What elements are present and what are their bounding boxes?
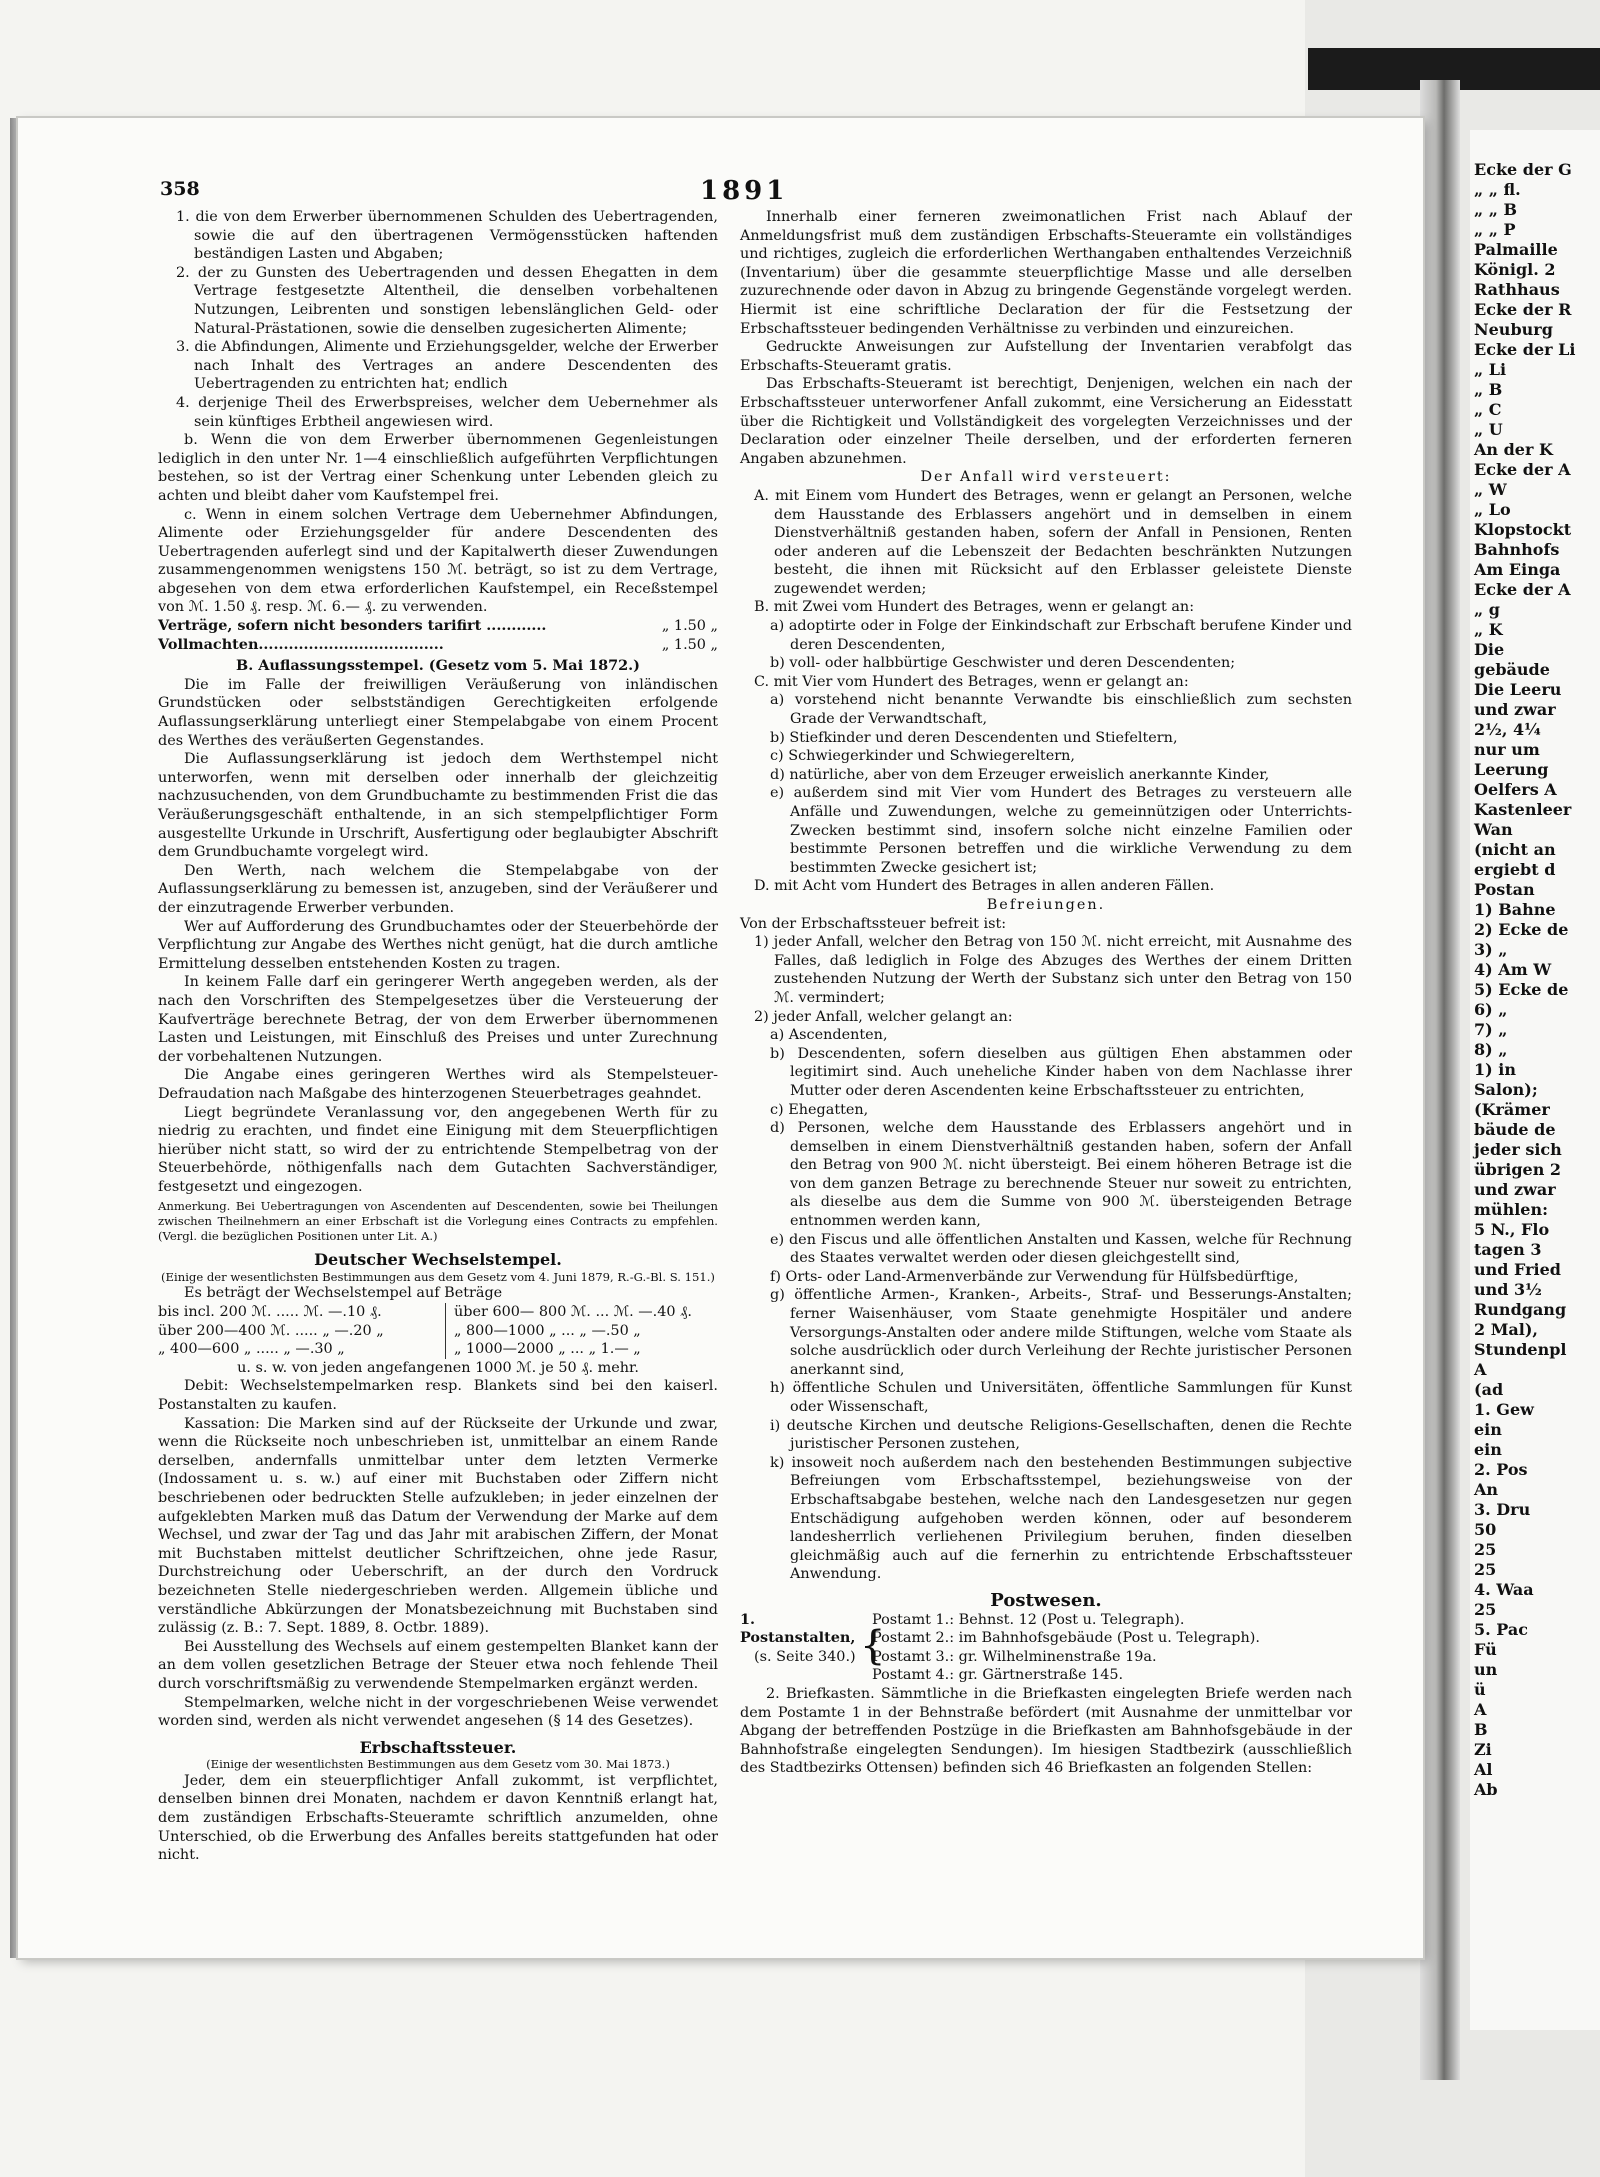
paragraph: Die Auflassungserklärung ist jedoch dem Werthstempel nicht unterworfen, wenn mit derselben oder innerhalb der gleichzeitig nachzusuchenden, von dem Grundbuchamte zu bestimmenden Frist die das Veräußerungsgeschäft enthaltende, in an sich stempelpflichtiger Form ausgestellte Urkunde in Urschrift, Ausfertigung oder beglaubigter Abschrift dem Grundbuchamte vorgelegt wird. xyxy=(158,751,718,861)
paragraph: Innerhalb einer ferneren zweimonatlichen Frist nach Ablauf der Anmeldungsfrist muß dem zuständigen Erbschafts-Steueramte ein vollständiges und richtiges, zugleich die erforderlichen Werthangaben enthaltendes Verzeichniß (Inventarium) über die gesammte steuerpflichtige Masse und alle derselben zuzurechnende oder davon in Abzug zu bringende Gegenstände vorgelegt werden. Hiermit ist eine schriftliche Declaration der für die Festsetzung der Erbschaftssteuer bedingenden Verhältnisse zu verbinden und einzureichen. xyxy=(740,209,1352,337)
brace-glyph: { xyxy=(860,1622,886,1669)
facing-page-text: ü xyxy=(1474,1680,1486,1699)
wechselstempel-subheading: (Einige der wesentlichsten Bestimmungen aus dem Gesetz vom 4. Juni 1879, R.-G.-Bl. S. 151.) xyxy=(161,1269,715,1284)
list-item: Postamt 2.: im Bahnhofsgebäude (Post u. Telegraph). xyxy=(872,1630,1260,1647)
facing-page-text: „ Lo xyxy=(1474,500,1511,519)
facing-page-text: gebäude xyxy=(1474,660,1550,679)
list-item: 1) jeder Anfall, welcher den Betrag von 150 ℳ. nicht erreicht, mit Ausnahme des Falles, daß lediglich in Folge des Abzuges des Werthes der einem Dritten zustehenden Nutzung der Werth der Substanz sich unter den Betrag von 150 ℳ. vermindert; xyxy=(754,934,1352,1006)
paragraph: Bei Ausstellung des Wechsels auf einem gestempelten Blanket kann der an dem vollen gesetzlichen Betrage der Steuer etwa noch fehlende Theil durch vorschriftsmäßig zu verwendende Stempelmarken ergänzt werden. xyxy=(158,1638,718,1692)
erbschaftssteuer-subheading: (Einige der wesentlichsten Bestimmungen aus dem Gesetz vom 30. Mai 1873.) xyxy=(206,1757,670,1772)
facing-page-text: Zi xyxy=(1474,1740,1492,1759)
page-year-heading: 1891 xyxy=(700,176,789,206)
facing-page-text: 5) Ecke de xyxy=(1474,980,1569,999)
facing-page-text: 5 N., Flo xyxy=(1474,1220,1550,1239)
auflassung-heading: B. Auflassungsstempel. (Gesetz vom 5. Mai 1872.) xyxy=(236,657,640,675)
rate-value: „ 1.50 „ xyxy=(661,618,718,635)
facing-page-text: „ K xyxy=(1474,620,1503,639)
facing-page-text: Rathhaus xyxy=(1474,280,1560,299)
facing-page-text: und zwar xyxy=(1474,1180,1556,1199)
facing-page-text: Ab xyxy=(1474,1780,1498,1799)
erbschaft-intro-paragraphs xyxy=(740,208,1352,468)
facing-page-text: A xyxy=(1474,1360,1487,1379)
list-item: D. mit Acht vom Hundert des Betrages in allen anderen Fällen. xyxy=(754,878,1215,895)
facing-page-text: Bahnhofs xyxy=(1474,540,1560,559)
facing-page-text: Neuburg xyxy=(1474,320,1553,339)
facing-page-text: Stundenpl xyxy=(1474,1340,1567,1359)
facing-page-text: An der K xyxy=(1474,440,1553,459)
paragraph: 3. die Abfindungen, Alimente und Erziehungsgelder, welche der Erwerber nach Inhalt des Vertrages an andere Descendenten des Uebertragenden zu entrichten hat; endlich xyxy=(176,339,718,393)
rate-row xyxy=(158,636,718,655)
befreiungen-list xyxy=(740,933,1352,1584)
facing-page-text: Palmaille xyxy=(1474,240,1558,259)
facing-page-text: 50 xyxy=(1474,1520,1497,1539)
list-item: e) den Fiscus und alle öffentlichen Anstalten und Kassen, welche für Rechnung des Staates verwaltet werden oder diesen gleichgestellt sind, xyxy=(770,1231,1352,1267)
list-item: f) Orts- oder Land-Armenverbände zur Verwendung für Hülfsbedürftige, xyxy=(770,1268,1299,1285)
facing-page-text: tagen 3 xyxy=(1474,1240,1542,1259)
wechselstempel-rate-table xyxy=(158,1303,718,1359)
paragraph: In keinem Falle darf ein geringerer Werth angegeben werden, als der nach den Vorschriften des Stempelgesetzes über die Versteuerung der Kaufverträge berechnete Betrag, der von dem Erwerber übernommenen Lasten und Leistungen, mit Einschluß des Preises und unter Zurechnung der vorbehaltenen Nutzungen. xyxy=(158,974,718,1065)
facing-page-fragment xyxy=(1470,130,1600,2030)
facing-page-text: Ecke der A xyxy=(1474,460,1571,479)
book-spine xyxy=(1420,80,1460,2080)
wechsel-rates-right xyxy=(445,1303,718,1359)
postanstalten-label-block xyxy=(740,1611,860,1685)
facing-page-text: bäude de xyxy=(1474,1120,1556,1139)
paragraph: 1. die von dem Erwerber übernommenen Schulden des Uebertragenden, sowie die auf den übertragenen Vermögensstücken haftenden beständigen Lasten und Abgaben; xyxy=(176,209,718,263)
facing-page-text: jeder sich xyxy=(1474,1140,1562,1159)
facing-page-text: 6) „ xyxy=(1474,1000,1508,1019)
list-item: k) insoweit noch außerdem nach den bestehenden Bestimmungen subjective Befreiungen vom Erbschaftsstempel, beziehungsweise von der Erbschaftsabgabe bestehen, welche nach den Landesgesetzen nur gegen Entschädigung aufgehoben werden können, oder auf besonderem landesherrlich verliehenen Privilegium beruhen, finden dieselben gleichmäßig auch auf die fernerhin zu entrichtende Erbschaftssteuer Anwendung. xyxy=(770,1454,1352,1583)
facing-page-text: Oelfers A xyxy=(1474,780,1557,799)
list-item: h) öffentliche Schulen und Universitäten, öffentliche Sammlungen für Kunst oder Wissenschaft, xyxy=(770,1380,1352,1415)
facing-page-text: ergiebt d xyxy=(1474,860,1556,879)
paragraph: Liegt begründete Veranlassung vor, den angegebenen Werth für zu niedrig zu erachten, und findet eine Einigung mit dem Steuerpflichtigen hierüber nicht statt, so wird der zu entrichtende Stempelbetrag von der Steuerbehörde, nöthigenfalls nach dem Gutachten Sachverständiger, festgesetzt und eingezogen. xyxy=(158,1104,718,1195)
facing-page-text: Ecke der G xyxy=(1474,160,1572,179)
auflassung-paragraphs xyxy=(158,676,718,1197)
postanstalten-label: 1. Postanstalten, xyxy=(740,1610,856,1647)
rate-value: „ 1.50 „ xyxy=(661,636,718,653)
facing-page-text: Rundgang xyxy=(1474,1300,1567,1319)
list-item: A. mit Einem vom Hundert des Betrages, wenn er gelangt an Personen, welche dem Hausstande des Erblassers angehört und in demselben in einem Dienstverhältniß gestanden haben, sofern der Anfall in Pensionen, Renten oder anderen auf die Lebenszeit der Bedachten beschränkten Nutzungen besteht, die ihnen mit Rücksicht auf den Erblasser geleistete Dienste zugewendet werden; xyxy=(754,487,1352,597)
facing-page-text: „ Li xyxy=(1474,360,1507,379)
facing-page-text: 2 Mal), xyxy=(1474,1320,1538,1339)
facing-page-text: und 3½ xyxy=(1474,1280,1542,1299)
stamp-rate-list xyxy=(158,617,718,654)
facing-page-text: B xyxy=(1474,1720,1488,1739)
left-column xyxy=(158,208,718,1865)
facing-page-text: Königl. 2 xyxy=(1474,260,1556,279)
facing-page-text: ein xyxy=(1474,1440,1502,1459)
versteuert-heading: Der Anfall wird versteuert: xyxy=(920,469,1172,486)
facing-page-text: Al xyxy=(1474,1760,1493,1779)
list-item: Postamt 4.: gr. Gärtnerstraße 145. xyxy=(872,1667,1124,1684)
facing-page-text: 7) „ xyxy=(1474,1020,1508,1039)
paragraph: Die Angabe eines geringeren Werthes wird als Stempelsteuer-Defraudation nach Maßgabe des hinterzogenen Steuerbetrages geahndet. xyxy=(158,1067,718,1102)
paragraph: Debit: Wechselstempelmarken resp. Blankets sind bei den kaiserl. Postanstalten zu kaufen. xyxy=(158,1378,718,1413)
list-item: g) öffentliche Armen-, Kranken-, Arbeits-, Straf- und Besserungs-Anstalten; ferner Waisenhäuser, vom Staate genehmigte Hospitäler und andere Versorgungs-Anstalten oder andere milde Stiftungen, welche vom Staate als solche ausdrücklich oder durch Verleihung der Rechte juristischer Personen anerkannt sind, xyxy=(770,1287,1352,1378)
rate-line: über 600— 800 ℳ. ... ℳ. —.40 ₰. xyxy=(454,1304,692,1321)
facing-page-text: 5. Pac xyxy=(1474,1620,1528,1639)
rate-line: „ 400—600 „ ..... „ —.30 „ xyxy=(158,1341,345,1358)
facing-page-text: (nicht an xyxy=(1474,840,1556,859)
facing-page-text: Leerung xyxy=(1474,760,1549,779)
rate-line: bis incl. 200 ℳ. ..... ℳ. —.10 ₰. xyxy=(158,1304,382,1321)
paragraph: Stempelmarken, welche nicht in der vorgeschriebenen Weise verwendet worden sind, werden als nicht verwendet angesehen (§ 14 des Gesetzes). xyxy=(158,1694,718,1730)
facing-page-text: 1. Gew xyxy=(1474,1400,1534,1419)
facing-page-text: 2) Ecke de xyxy=(1474,920,1569,939)
facing-page-text: An xyxy=(1474,1480,1499,1499)
facing-page-text: 2. Pos xyxy=(1474,1460,1528,1479)
postanstalten-ref: (s. Seite 340.) xyxy=(754,1648,856,1665)
facing-page-text: 8) „ xyxy=(1474,1040,1508,1059)
list-item: a) adoptirte oder in Folge der Einkindschaft zur Erbschaft berufene Kinder und deren Descendenten, xyxy=(770,618,1352,653)
erbschaftssteuer-heading: Erbschaftssteuer. xyxy=(359,1737,517,1757)
paragraph: 2. der zu Gunsten des Uebertragenden und dessen Ehegatten in dem Vertrage festgesetzte Altentheil, die denselben vorbehaltenen Nutzungen, Leibrenten und sonstigen lebenslänglichen Geld- oder Natural-Prästationen, sowie die denselben zugesicherten Alimente; xyxy=(176,264,718,337)
paragraph: Kassation: Die Marken sind auf der Rückseite der Urkunde und zwar, wenn die Rückseite noch unbeschrieben ist, unmittelbar an einem Rande derselben, andernfalls unmittelbar unter dem letzten Vermerke (Indossament u. s. w.) auf einer mit Buchstaben oder Ziffern nicht beschriebenen oder bedruckten Stelle aufzukleben; in jeder einzelnen der aufgeklebten Marken muß das Datum der Verwendung der Marke auf dem Wechsel, und zwar der Tag und das Jahr mit arabischen Ziffern, der Monat mit Buchstaben mittelst deutlicher Schriftzeichen, ohne jede Rasur, Durchstreichung oder Ueberschrift, an der durch den Vordruck bezeichneten Stelle niedergeschrieben werden. Allgemein übliche und verständliche Abkürzungen der Monatsbezeichnung mit Buchstaben sind zulässig (z. B.: 7. Sept. 1889, 8. Octbr. 1889). xyxy=(158,1415,718,1637)
facing-page-text: Wan xyxy=(1474,820,1513,839)
facing-page-text: 2½, 4¼ xyxy=(1474,720,1541,739)
list-item: b) Descendenten, sofern dieselben aus gültigen Ehen abstammen oder legitimirt sind. Auch uneheliche Kinder haben von dem Nachlasse ihrer Mutter oder deren Ascendenten keine Erbschaftssteuer zu entrichten, xyxy=(770,1045,1352,1099)
facing-page-text: mühlen: xyxy=(1474,1200,1548,1219)
paragraph: Wer auf Aufforderung des Grundbuchamtes oder der Steuerbehörde der Verpflichtung zur Angabe des Werthes nicht genügt, hat die durch amtliche Ermittelung desselben entstehenden Kosten zu tragen. xyxy=(158,918,718,972)
facing-page-text: 1) in xyxy=(1474,1060,1516,1079)
facing-page-text: Am Einga xyxy=(1474,560,1561,579)
wechsel-rate-more: u. s. w. von jeden angefangenen 1000 ℳ. je 50 ₰. mehr. xyxy=(237,1359,639,1376)
facing-page-text: (ad xyxy=(1474,1380,1504,1399)
facing-page-text: übrigen 2 xyxy=(1474,1160,1562,1179)
list-item: a) Ascendenten, xyxy=(770,1027,888,1044)
briefkasten-paragraph: 2. Briefkasten. Sämmtliche in die Briefkasten eingelegten Briefe werden nach dem Postamte 1 in der Behnstraße befördert (mit Ausnahme der unmittelbar vor Abgang der betreffenden Postzüge in die Briefkasten am Bahnhofsgebäude in der Bahnhofstraße eingelegten Sendungen). Im hiesigen Stadtbezirk (ausschließlich des Stadtbezirks Ottensen) befinden sich 46 Briefkasten an folgenden Stellen: xyxy=(740,1685,1352,1777)
facing-page-text: 25 xyxy=(1474,1560,1497,1579)
facing-page-text: „ „ B xyxy=(1474,200,1518,219)
facing-page-text: Fü xyxy=(1474,1640,1497,1659)
befreiungen-heading: Befreiungen. xyxy=(986,896,1106,913)
list-item: Postamt 1.: Behnst. 12 (Post u. Telegraph). xyxy=(872,1611,1185,1628)
facing-page-text: Postan xyxy=(1474,880,1535,899)
facing-page-text: un xyxy=(1474,1660,1498,1679)
paragraph: c. Wenn in einem solchen Vertrage dem Uebernehmer Abfindungen, Alimente oder Erziehungsgelder für andere Descendenten des Uebertragenden auferlegt sind und der Kapitalwerth dieser Zuwendungen zusammengenommen wenigstens 150 ℳ. beträgt, so ist zu dem Vertrage, abgesehen von dem etwa erforderlichen Kaufstempel, ein Receßstempel von ℳ. 1.50 ₰. resp. ℳ. 6.— ₰. zu verwenden. xyxy=(158,506,718,616)
wechsel-rates-left xyxy=(158,1303,431,1359)
facing-page-text: 3) „ xyxy=(1474,940,1508,959)
facing-page-text: 4) Am W xyxy=(1474,960,1552,979)
facing-page-text: Klopstockt xyxy=(1474,520,1572,539)
wechselstempel-intro: Es beträgt der Wechselstempel auf Beträge xyxy=(184,1285,503,1302)
facing-page-text: Die Leeru xyxy=(1474,680,1562,699)
list-item: a) vorstehend nicht benannte Verwandte bis einschließlich zum sechsten Grade der Verwandtschaft, xyxy=(770,692,1352,728)
befreiungen-intro: Von der Erbschaftssteuer befreit ist: xyxy=(740,915,1007,932)
versteuert-list xyxy=(740,487,1352,896)
page-number: 358 xyxy=(160,178,200,200)
facing-page-text: 3. Dru xyxy=(1474,1500,1531,1519)
facing-page-text: nur um xyxy=(1474,740,1540,759)
paragraph: 4. derjenige Theil des Erwerbspreises, welcher dem Uebernehmer als sein künftiges Erbtheil angewiesen wird. xyxy=(176,394,718,430)
rate-line: „ 800—1000 „ ... „ —.50 „ xyxy=(454,1322,641,1339)
right-column xyxy=(740,208,1352,1778)
paragraph: Gedruckte Anweisungen zur Aufstellung der Inventarien verabfolgt das Erbschafts-Steueramt gratis. xyxy=(740,339,1352,374)
list-item: Postamt 3.: gr. Wilhelminenstraße 19a. xyxy=(872,1648,1157,1665)
facing-page-text: 25 xyxy=(1474,1600,1497,1619)
list-item: b) voll- oder halbbürtige Geschwister und deren Descendenten; xyxy=(770,655,1236,672)
facing-page-text: „ W xyxy=(1474,480,1507,499)
facing-page-text: Ecke der R xyxy=(1474,300,1572,319)
list-item: e) außerdem sind mit Vier vom Hundert des Betrages zu versteuern alle Anfälle und Zuwendungen, welche zu gemeinnützigen oder Unterrichts-Zwecken bestimmt sind, insofern solche nicht einzelne Familien oder bestimmte Personen betreffen und die wirkliche Verwendung zu dem bestimmten Zwecke gesichert ist; xyxy=(770,785,1352,876)
facing-page-text: „ „ fl. xyxy=(1474,180,1521,199)
list-item: c) Ehegatten, xyxy=(770,1101,869,1118)
paragraph: Den Werth, nach welchem die Stempelabgabe von der Auflassungserklärung zu bemessen ist, anzugeben, sind der Veräußerer und der einzutragende Erwerber verbunden. xyxy=(158,862,718,916)
paragraph: Das Erbschafts-Steueramt ist berechtigt, Denjenigen, welchen ein nach der Erbschaftssteuer unterworfener Anfall zukommt, eine Versicherung an Eidesstatt über die Richtigkeit und Vollständigkeit des vorgelegten Verzeichnisses und der Declaration oder einzelner Theile derselben, und der erforderten ferneren Angaben abzunehmen. xyxy=(740,376,1352,467)
list-item: c) Schwiegerkinder und Schwiegereltern, xyxy=(770,748,1075,765)
rate-line: „ 1000—2000 „ ... „ 1.— „ xyxy=(454,1341,641,1358)
list-item: 2) jeder Anfall, welcher gelangt an: xyxy=(754,1008,1013,1025)
facing-page-text: 4. Waa xyxy=(1474,1580,1534,1599)
facing-page-text: 1) Bahne xyxy=(1474,900,1556,919)
facing-page-text: Die xyxy=(1474,640,1505,659)
postanstalten-block xyxy=(740,1611,1352,1685)
facing-page-text: (Krämer xyxy=(1474,1100,1550,1119)
facing-page-text: Salon); xyxy=(1474,1080,1538,1099)
facing-page-text: A xyxy=(1474,1700,1487,1719)
postwesen-heading: Postwesen. xyxy=(990,1589,1102,1611)
stamp-rules-paragraphs xyxy=(158,208,718,617)
facing-page-text: und Fried xyxy=(1474,1260,1561,1279)
facing-page-text: „ B xyxy=(1474,380,1503,399)
facing-page-text: „ C xyxy=(1474,400,1502,419)
list-item: B. mit Zwei vom Hundert des Betrages, wenn er gelangt an: xyxy=(754,599,1195,616)
rate-label: Vollmachten..................................... xyxy=(158,635,444,653)
facing-page-text: Ecke der A xyxy=(1474,580,1571,599)
facing-page-text: „ U xyxy=(1474,420,1503,439)
rate-line: über 200—400 ℳ. ..... „ —.20 „ xyxy=(158,1322,384,1339)
rate-label: Verträge, sofern nicht besonders tarifirt ............ xyxy=(158,617,547,635)
erbschaftssteuer-paragraph: Jeder, dem ein steuerpflichtiger Anfall zukommt, ist verpflichtet, denselben binnen drei Monaten, nachdem er davon Kenntniß erlangt hat, dem zuständigen Erbschafts-Steueramte schriftlich anzumelden, ohne Unterschied, ob die Erwerbung des Anfalles bereits stattgefunden hat oder nicht. xyxy=(158,1772,718,1864)
facing-page-text: Kastenleer xyxy=(1474,800,1572,819)
wechselstempel-heading: Deutscher Wechselstempel. xyxy=(314,1250,562,1270)
paragraph: b. Wenn die von dem Erwerber übernommenen Gegenleistungen lediglich in den unter Nr. 1—4 einschließlich aufgeführten Verpflichtungen bestehen, so ist der Vertrag einer Schenkung unter Lebenden gleich zu achten und bleibt daher vom Kaufstempel frei. xyxy=(158,432,718,504)
facing-page-text: 25 xyxy=(1474,1540,1497,1559)
facing-page-text: „ „ P xyxy=(1474,220,1516,239)
facing-page-text: „ g xyxy=(1474,600,1500,619)
facing-page-text: und zwar xyxy=(1474,700,1556,719)
list-item: d) natürliche, aber von dem Erzeuger erweislich anerkannte Kinder, xyxy=(770,766,1270,783)
list-item: b) Stiefkinder und deren Descendenten und Stiefeltern, xyxy=(770,729,1178,746)
postanstalten-list xyxy=(872,1611,1352,1685)
anmerkung-note: Anmerkung. Bei Uebertragungen von Ascendenten auf Descendenten, sowie bei Theilungen zwischen Theilnehmern an einer Erbschaft ist die Vorlegung eines Contracts zu empfehlen. (Vergl. die bezüglichen Positionen unter Lit. A.) xyxy=(158,1199,718,1243)
facing-page-text: ein xyxy=(1474,1420,1502,1439)
list-item: d) Personen, welche dem Hausstande des Erblassers angehört und in demselben in einem Dienstverhältniß gestanden haben, sofern der Anfall den Betrag von 900 ℳ. nicht übersteigt. Bei einem höheren Betrage ist die von dem ganzen Betrage zu berechnende Steuer nur soweit zu entrichten, als dieselbe aus dem die Summe von 900 ℳ. übersteigenden Betrage entnommen werden kann, xyxy=(770,1120,1352,1230)
rate-row xyxy=(158,617,718,636)
facing-page-text: Ecke der Li xyxy=(1474,340,1576,359)
wechselstempel-paragraphs xyxy=(158,1377,718,1730)
list-item: i) deutsche Kirchen und deutsche Religions-Gesellschaften, denen die Rechte juristischer Personen zustehen, xyxy=(770,1417,1352,1453)
list-item: C. mit Vier vom Hundert des Betrages, wenn er gelangt an: xyxy=(754,673,1189,690)
paragraph: Die im Falle der freiwilligen Veräußerung von inländischen Grundstücken oder selbstständigen Gerechtigkeiten erfolgende Auflassungserklärung unterliegt einer Stempelabgabe von einem Procent des Werthes des veräußerten Gegenstandes. xyxy=(158,676,718,749)
